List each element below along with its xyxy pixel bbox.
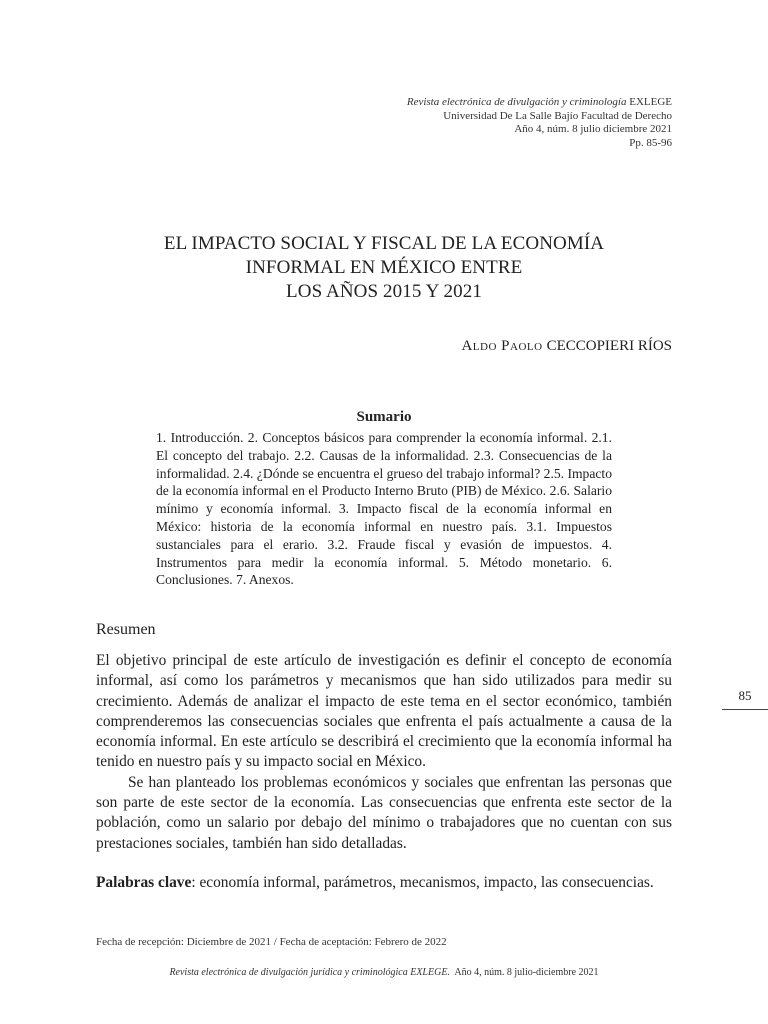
submission-dates: Fecha de recepción: Diciembre de 2021 / Fecha de aceptación: Febrero de 2022 — [96, 936, 447, 948]
resumen-heading: Resumen — [96, 621, 156, 638]
journal-name: EXLEGE — [629, 96, 672, 108]
author-given-name: Aldo Paolo — [461, 338, 543, 354]
resumen-paragraph-2: Se han planteado los problemas económicos y sociales que enfrentan las personas que son parte de este sector de la economía. Las consecuencias que enfrenta este sector de la población, como un salario por debajo del mínimo o trabajadores que no cuentan con sus prestaciones sociales, también han sido detalladas. — [96, 773, 672, 852]
article-title — [96, 232, 672, 304]
resumen-paragraph-1: El objetivo principal de este artículo de investigación es definir el concepto de economía informal, así como los parámetros y mecanismos que han sido utilizados para medir su crecimiento. Además de analizar el impacto de este tema en el sector económico, también comprenderemos las consecuencias sociales que enfrenta el país actualmente a causa de la economía informal. En este artículo se describirá el crecimiento que la economía informal ha tenido en nuestro país y su impacto social en México. — [96, 652, 672, 771]
sumario-heading: Sumario — [356, 409, 412, 425]
page-footer — [96, 967, 672, 978]
title-line-2: INFORMAL EN MÉXICO ENTRE — [245, 257, 523, 278]
journal-title-line — [407, 96, 672, 110]
university-line: Universidad De La Salle Bajío Facultad de Derecho — [443, 109, 672, 122]
issue-line: Año 4, núm. 8 julio diciembre 2021 — [514, 123, 672, 135]
title-line-3: LOS AÑOS 2015 Y 2021 — [286, 281, 482, 302]
resumen-body — [96, 651, 672, 854]
pages-line: Pp. 85-96 — [629, 136, 672, 149]
sumario-text: 1. Introducción. 2. Conceptos básicos para comprender la economía informal. 2.1. El concepto del trabajo. 2.2. Causas de la informalidad. 2.3. Consecuencias de la informalidad. 2.4. ¿Dónde se encuentra el grueso del trabajo informal? 2.5. Impacto de la economía informal en el Producto Interno Bruto (PIB) de México. 2.6. Salario mínimo y economía informal. 3. Impacto fiscal de la economía informal en México: historia de la economía informal en nuestro país. 3.1. Impuestos sustanciales para el erario. 3.2. Fraude fiscal y evasión de impuestos. 4. Instrumentos para medir la economía informal. 5. Método monetario. 6. Conclusiones. 7. Anexos. — [156, 430, 612, 588]
keywords — [96, 873, 672, 893]
title-line-1: EL IMPACTO SOCIAL Y FISCAL DE LA ECONOMÍA — [163, 233, 605, 254]
author-family-name: CECCOPIERI RÍOS — [546, 338, 672, 354]
keywords-text: : economía informal, parámetros, mecanismos, impacto, las consecuencias. — [191, 874, 654, 891]
journal-header — [407, 96, 672, 150]
footer-journal: Revista electrónica de divulgación jurídica y criminológica EXLEGE. — [169, 967, 450, 978]
author-name — [461, 338, 672, 355]
footer-issue: Año 4, núm. 8 julio-diciembre 2021 — [454, 967, 599, 978]
page-number-rule — [722, 709, 768, 710]
journal-title: Revista electrónica de divulgación y criminología — [406, 96, 627, 108]
page-number: 85 — [738, 688, 752, 703]
keywords-label: Palabras clave — [96, 874, 192, 891]
